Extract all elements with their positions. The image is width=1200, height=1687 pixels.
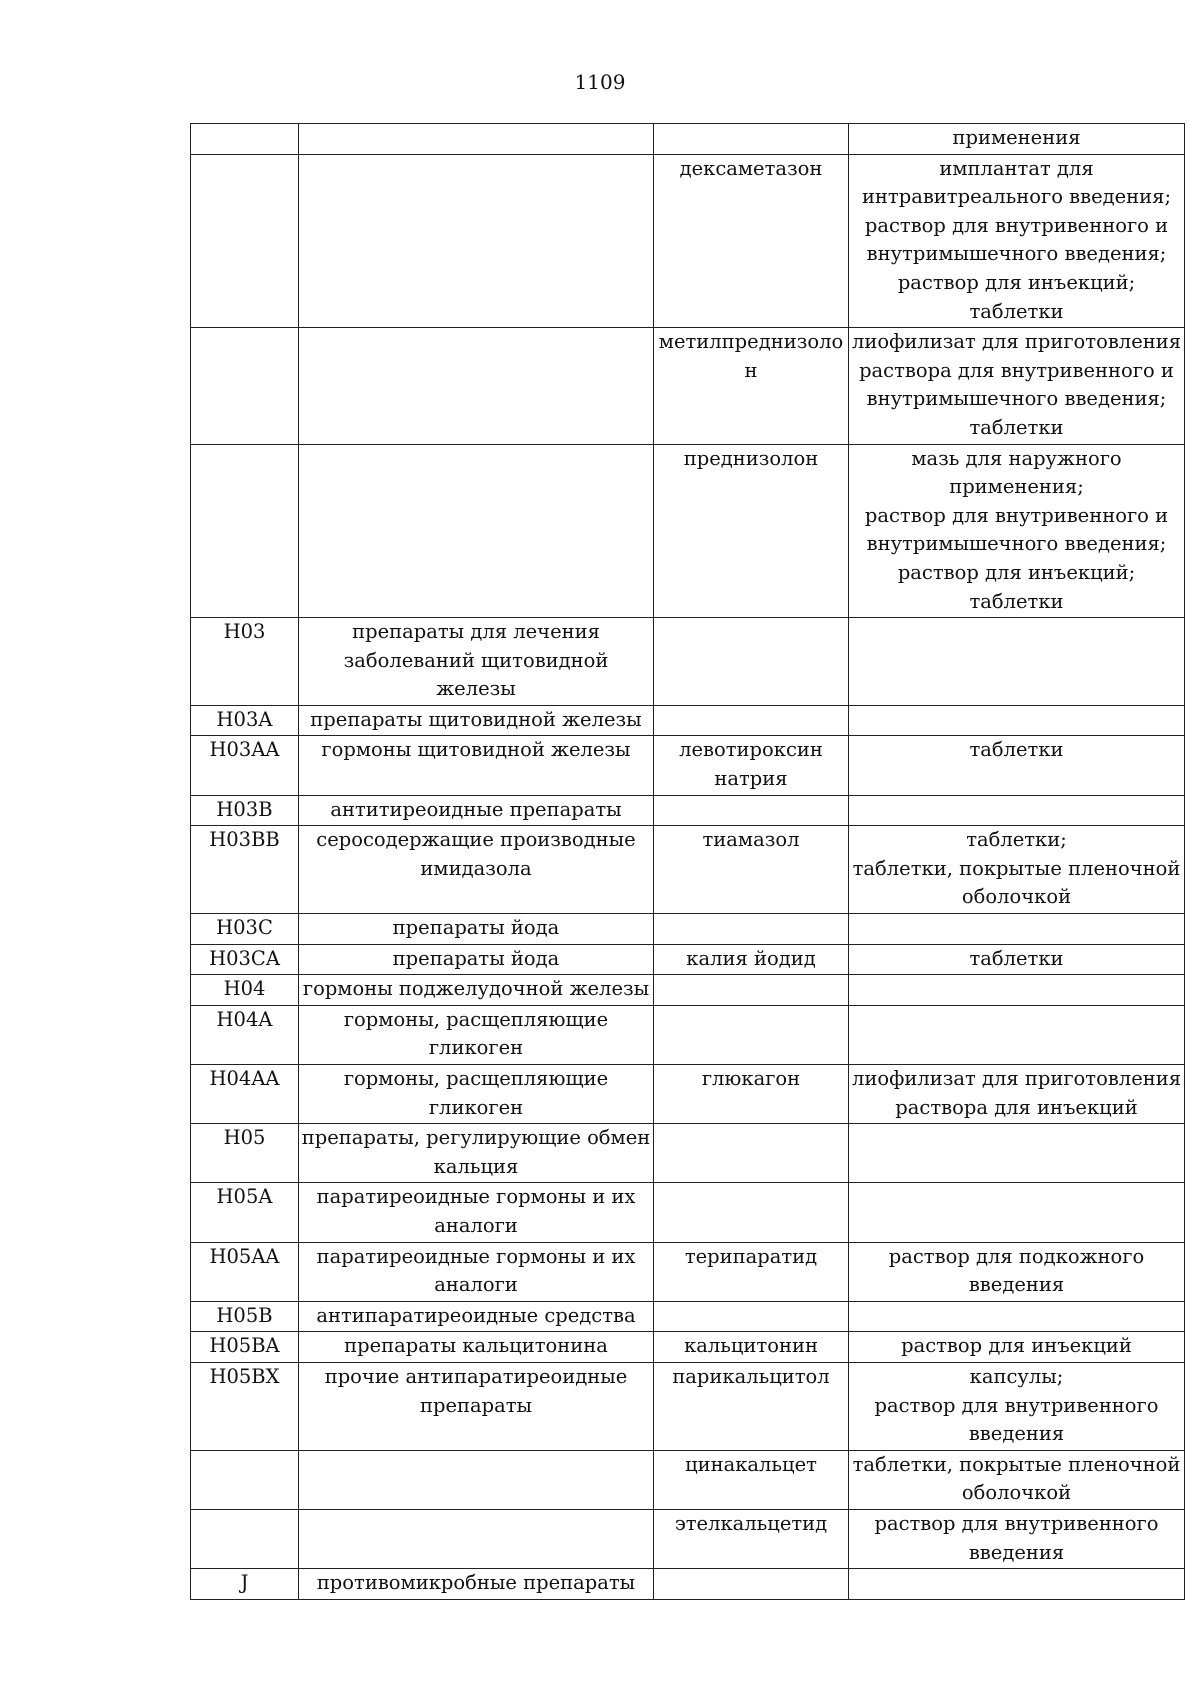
- drug-name-cell: [654, 1569, 849, 1600]
- table-row: [191, 328, 1185, 444]
- drug-name-cell: [654, 124, 849, 155]
- anatomical-group-cell: [299, 124, 654, 155]
- atc-code-cell: H05B: [191, 1301, 299, 1332]
- atc-code-cell: H03BB: [191, 826, 299, 914]
- drug-name-cell: [654, 1005, 849, 1064]
- drug-name-cell: [654, 914, 849, 945]
- table-row: [191, 975, 1185, 1006]
- table-row: [191, 944, 1185, 975]
- atc-code-cell: H04AA: [191, 1065, 299, 1124]
- table-row: [191, 914, 1185, 945]
- table-row: [191, 795, 1185, 826]
- drug-name-cell: [654, 705, 849, 736]
- drug-name-cell: [654, 1183, 849, 1242]
- table-row: [191, 154, 1185, 328]
- atc-code-cell: H03CA: [191, 944, 299, 975]
- table-row: [191, 1332, 1185, 1363]
- drug-name-cell: этелкальцетид: [654, 1509, 849, 1568]
- anatomical-group-cell: [299, 154, 654, 328]
- atc-code-cell: H05AA: [191, 1242, 299, 1301]
- atc-code-cell: [191, 328, 299, 444]
- anatomical-group-cell: [299, 1450, 654, 1509]
- dosage-form-cell: лиофилизат для приготовления раствора для внутривенного и внутримышечного введения; таблетки: [849, 328, 1185, 444]
- table-row: [191, 736, 1185, 795]
- table-row: [191, 618, 1185, 706]
- anatomical-group-cell: антитиреоидные препараты: [299, 795, 654, 826]
- dosage-form-cell: таблетки: [849, 944, 1185, 975]
- drug-name-cell: цинакальцет: [654, 1450, 849, 1509]
- anatomical-group-cell: [299, 1509, 654, 1568]
- dosage-form-cell: применения: [849, 124, 1185, 155]
- table-body: [191, 124, 1185, 1600]
- atc-code-cell: H05: [191, 1124, 299, 1183]
- anatomical-group-cell: препараты для лечения заболеваний щитовидной железы: [299, 618, 654, 706]
- table-row: [191, 1569, 1185, 1600]
- dosage-form-cell: [849, 795, 1185, 826]
- drug-name-cell: [654, 1124, 849, 1183]
- table-row: [191, 1509, 1185, 1568]
- atc-code-cell: H03AA: [191, 736, 299, 795]
- atc-code-cell: [191, 124, 299, 155]
- drug-name-cell: тиамазол: [654, 826, 849, 914]
- dosage-form-cell: таблетки, покрытые пленочной оболочкой: [849, 1450, 1185, 1509]
- drug-name-cell: терипаратид: [654, 1242, 849, 1301]
- atc-code-cell: H03A: [191, 705, 299, 736]
- dosage-form-cell: мазь для наружного применения; раствор для внутривенного и внутримышечного введения; раствор для инъекций; таблетки: [849, 444, 1185, 618]
- drug-name-cell: кальцитонин: [654, 1332, 849, 1363]
- atc-code-cell: H03: [191, 618, 299, 706]
- table-row: [191, 444, 1185, 618]
- atc-code-cell: [191, 1450, 299, 1509]
- anatomical-group-cell: гормоны щитовидной железы: [299, 736, 654, 795]
- drug-name-cell: калия йодид: [654, 944, 849, 975]
- dosage-form-cell: [849, 914, 1185, 945]
- anatomical-group-cell: антипаратиреоидные средства: [299, 1301, 654, 1332]
- atc-code-cell: H05A: [191, 1183, 299, 1242]
- dosage-form-cell: раствор для внутривенного введения: [849, 1509, 1185, 1568]
- atc-code-cell: H04A: [191, 1005, 299, 1064]
- dosage-form-cell: [849, 618, 1185, 706]
- table-row: [191, 1301, 1185, 1332]
- drug-name-cell: глюкагон: [654, 1065, 849, 1124]
- drug-name-cell: левотироксин натрия: [654, 736, 849, 795]
- dosage-form-cell: [849, 705, 1185, 736]
- dosage-form-cell: имплантат для интравитреального введения; раствор для внутривенного и внутримышечного введения; раствор для инъекций; таблетки: [849, 154, 1185, 328]
- anatomical-group-cell: препараты, регулирующие обмен кальция: [299, 1124, 654, 1183]
- table-row: [191, 1065, 1185, 1124]
- atc-code-cell: J: [191, 1569, 299, 1600]
- table-row: [191, 826, 1185, 914]
- drug-name-cell: дексаметазон: [654, 154, 849, 328]
- anatomical-group-cell: препараты йода: [299, 914, 654, 945]
- atc-code-cell: [191, 154, 299, 328]
- table-row: [191, 1183, 1185, 1242]
- atc-code-cell: H05BA: [191, 1332, 299, 1363]
- table-row: [191, 1362, 1185, 1450]
- drug-table: [190, 123, 1185, 1600]
- dosage-form-cell: раствор для подкожного введения: [849, 1242, 1185, 1301]
- atc-code-cell: [191, 444, 299, 618]
- table-row: [191, 1005, 1185, 1064]
- dosage-form-cell: лиофилизат для приготовления раствора для инъекций: [849, 1065, 1185, 1124]
- dosage-form-cell: раствор для инъекций: [849, 1332, 1185, 1363]
- table-row: [191, 1242, 1185, 1301]
- drug-name-cell: [654, 975, 849, 1006]
- anatomical-group-cell: препараты йода: [299, 944, 654, 975]
- anatomical-group-cell: [299, 444, 654, 618]
- table-row: [191, 1124, 1185, 1183]
- anatomical-group-cell: гормоны, расщепляющие гликоген: [299, 1065, 654, 1124]
- table-row: [191, 124, 1185, 155]
- atc-code-cell: H04: [191, 975, 299, 1006]
- dosage-form-cell: [849, 1569, 1185, 1600]
- dosage-form-cell: [849, 1183, 1185, 1242]
- anatomical-group-cell: гормоны поджелудочной железы: [299, 975, 654, 1006]
- anatomical-group-cell: серосодержащие производные имидазола: [299, 826, 654, 914]
- drug-name-cell: метилпреднизоло н: [654, 328, 849, 444]
- anatomical-group-cell: паратиреоидные гормоны и их аналоги: [299, 1242, 654, 1301]
- dosage-form-cell: [849, 1005, 1185, 1064]
- table-row: [191, 705, 1185, 736]
- dosage-form-cell: капсулы; раствор для внутривенного введения: [849, 1362, 1185, 1450]
- dosage-form-cell: таблетки: [849, 736, 1185, 795]
- atc-code-cell: H05BX: [191, 1362, 299, 1450]
- drug-name-cell: парикальцитол: [654, 1362, 849, 1450]
- page-number: 1109: [574, 70, 626, 94]
- anatomical-group-cell: паратиреоидные гормоны и их аналоги: [299, 1183, 654, 1242]
- anatomical-group-cell: противомикробные препараты: [299, 1569, 654, 1600]
- anatomical-group-cell: гормоны, расщепляющие гликоген: [299, 1005, 654, 1064]
- dosage-form-cell: таблетки; таблетки, покрытые пленочной оболочкой: [849, 826, 1185, 914]
- dosage-form-cell: [849, 1124, 1185, 1183]
- atc-code-cell: H03C: [191, 914, 299, 945]
- anatomical-group-cell: прочие антипаратиреоидные препараты: [299, 1362, 654, 1450]
- drug-name-cell: [654, 1301, 849, 1332]
- dosage-form-cell: [849, 975, 1185, 1006]
- atc-code-cell: H03B: [191, 795, 299, 826]
- anatomical-group-cell: препараты кальцитонина: [299, 1332, 654, 1363]
- anatomical-group-cell: препараты щитовидной железы: [299, 705, 654, 736]
- drug-name-cell: [654, 795, 849, 826]
- atc-code-cell: [191, 1509, 299, 1568]
- drug-name-cell: преднизолон: [654, 444, 849, 618]
- anatomical-group-cell: [299, 328, 654, 444]
- table-row: [191, 1450, 1185, 1509]
- dosage-form-cell: [849, 1301, 1185, 1332]
- drug-name-cell: [654, 618, 849, 706]
